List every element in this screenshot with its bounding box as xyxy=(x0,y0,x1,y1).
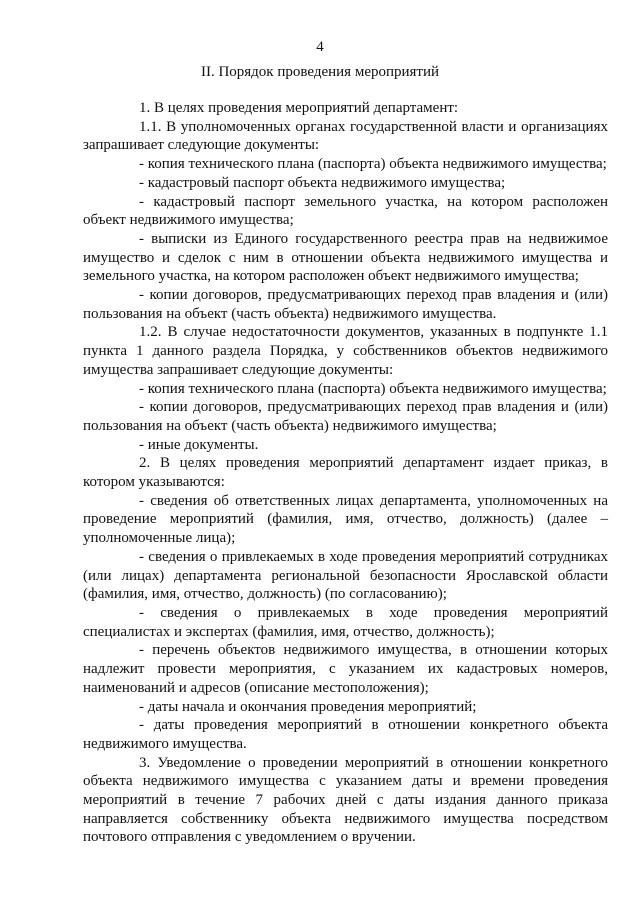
list-item: - даты проведения мероприятий в отношении конкретного объекта недвижимого имущества. xyxy=(83,717,608,752)
list-item: - копия технического плана (паспорта) объекта недвижимого имущества; xyxy=(139,380,607,397)
list-item: - сведения о привлекаемых в ходе проведения мероприятий сотрудниках (или лицах) департамента региональной безопасности Ярославской области (фамилия, имя, отчество, должность) (по согласованию); xyxy=(83,548,608,603)
paragraph-1-2: 1.2. В случае недостаточности документов, указанных в подпункте 1.1 пункта 1 данного раздела Порядка, у собственников объектов недвижимого имущества запрашивает следующие документы: xyxy=(83,324,608,378)
paragraph-1-1: 1.1. В уполномоченных органах государственной власти и организациях запрашивает следующие документы: xyxy=(83,118,608,154)
list-item: - даты начала и окончания проведения мероприятий; xyxy=(139,698,477,715)
paragraph-1: 1. В целях проведения мероприятий департамент: xyxy=(139,100,459,116)
list-item: - иные документы. xyxy=(139,436,259,453)
list-item: - кадастровый паспорт объекта недвижимого имущества; xyxy=(139,174,506,191)
list-item: - выписки из Единого государственного реестра прав на недвижимое имущество и сделок с ним в отношении объекта недвижимого имущества и земельного участка, на котором расположен объект недвижимого имущества; xyxy=(83,230,608,285)
list-item: - сведения о привлекаемых в ходе проведения мероприятий специалистах и экспертах (фамилия, имя, отчество, должность); xyxy=(83,604,608,640)
list-item: - копии договоров, предусматривающих переход прав владения и (или) пользования на объект (часть объекта) недвижимого имущества. xyxy=(83,287,608,322)
section-title: II. Порядок проведения мероприятий xyxy=(200,64,440,80)
list-item: - кадастровый паспорт земельного участка, на котором расположен объект недвижимого имущества; xyxy=(83,193,608,229)
paragraph-2: 2. В целях проведения мероприятий департамент издает приказ, в котором указываются: xyxy=(83,455,608,491)
list-item: - копии договоров, предусматривающих переход прав владения и (или) пользования на объект (часть объекта) недвижимого имущества; xyxy=(83,399,608,434)
list-item: - копия технического плана (паспорта) объекта недвижимого имущества; xyxy=(139,156,607,173)
page-number: 4 xyxy=(316,39,324,55)
paragraph-3: 3. Уведомление о проведении мероприятий в отношении конкретного объекта недвижимого имущества с указанием даты и времени проведения мероприятий в течение 7 рабочих дней с даты издания данного приказа направляется собственнику объекта недвижимого имущества посредством почтового отправления с уведомлением о вручении. xyxy=(83,754,608,846)
document-body xyxy=(83,99,608,847)
list-item: - перечень объектов недвижимого имущества, в отношении которых надлежит провести мероприятия, с указанием их кадастровых номеров, наименований и адресов (описание местоположения); xyxy=(83,642,608,696)
list-item: - сведения об ответственных лицах департамента, уполномоченных на проведение мероприятий (фамилия, имя, отчество, должность) (далее – уполномоченные лица); xyxy=(83,492,608,547)
